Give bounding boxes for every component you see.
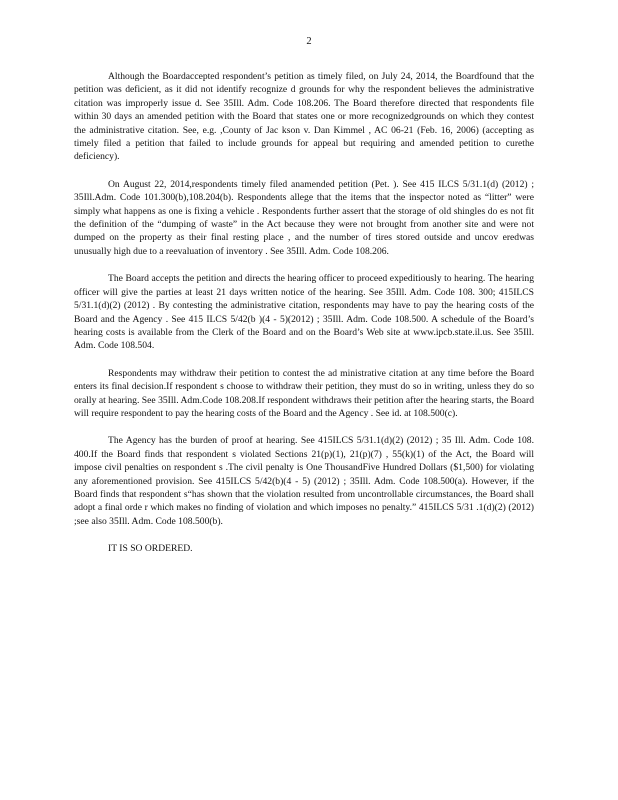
paragraph-burden-of-proof: The Agency has the burden of proof at hearing. See 415ILCS 5/31.1(d)(2) (2012) ; 35 Ill. Adm. Code 108. 400.If the Board finds that respondent s violated Sections 21(p)(1), 21(p)(7) , 55(k)(1) of the Act, the Board will impose civil penalties on respondent s .The civil penalty is One ThousandFive Hundred Dollars ($1,500) for violating any aforementioned provision. See 415ILCS 5/42(b)(4 - 5) (2012) ; 35Ill. Adm. Code 108.500(a). However, if the Board finds that respondent s“has shown that the violation resulted from uncontrollable circumstances, the Board shall adopt a final orde r which makes no finding of violation and which imposes no penalty.” 415ILCS 5/31 .1(d)(2) (2012) ;see also 35Ill. Adm. Code 108.500(b).	[74, 435, 534, 527]
paragraph-withdrawal: Respondents may withdraw their petition to contest the ad ministrative citation at any time before the Board enters its final decision.If respondent s choose to withdraw their petition, they must do so in writing, unless they do so orally at hearing. See 35Ill. Adm.Code 108.208.If respondent withdraws their petition after the hearing starts, the Board will require respondent to pay the hearing costs of the Board and the Agency . See id. at 108.500(c).	[74, 367, 534, 419]
paragraph-amended-petition: On August 22, 2014,respondents timely filed anamended petition (Pet. ). See 415 ILCS 5/31.1(d) (2012) ; 35Ill.Adm. Code 101.300(b),108.204(b). Respondents allege that the items that the inspector noted as “litter” were simply what happens as one is fixing a vehicle . Respondents further assert that the storage of old shingles do es not fit the definition of the “dumping of waste” in the Act because they were not brought from another site and were not dumped on the property as their final resting place , and the number of tires stored outside and uncov eredwas unusually high due to a reevaluation of inventory . See 35Ill. Adm. Code 108.206.	[74, 178, 534, 257]
page-number: 2	[306, 36, 312, 47]
closing-order: IT IS SO ORDERED.	[108, 543, 193, 555]
order-body	[74, 70, 534, 556]
paragraph-deficient-petition: Although the Boardaccepted respondent’s petition as timely filed, on July 24, 2014, the Boardfound that the petition was deficient, as it did not identify recognize d grounds for why the respondent believes the administrative citation was improperly issue d. See 35Ill. Adm. Code 108.206. The Board therefore directed that respondents file within 30 days an amended petition with the Board that states one or more recognizedgrounds on which they contest the administrative citation. See, e.g. ,County of Jac kson v. Dan Kimmel , AC 06-21 (Feb. 16, 2006) (accepting as timely filed a petition that failed to include grounds for appeal but requiring and amended petition to curethe deficiency).	[74, 71, 534, 163]
paragraph-hearing: The Board accepts the petition and directs the hearing officer to proceed expeditiously to hearing. The hearing officer will give the parties at least 21 days written notice of the hearing. See 35Ill. Adm. Code 108. 300; 415ILCS 5/31.1(d)(2) (2012) . By contesting the administrative citation, respondents may have to pay the hearing costs of the Board and the Agency . See 415 ILCS 5/42(b )(4 - 5)(2012) ; 35Ill. Adm. Code 108.500. A schedule of the Board’s hearing costs is available from the Clerk of the Board and on the Board’s Web site at www.ipcb.state.il.us. See 35Ill. Adm. Code 108.504.	[74, 273, 534, 352]
